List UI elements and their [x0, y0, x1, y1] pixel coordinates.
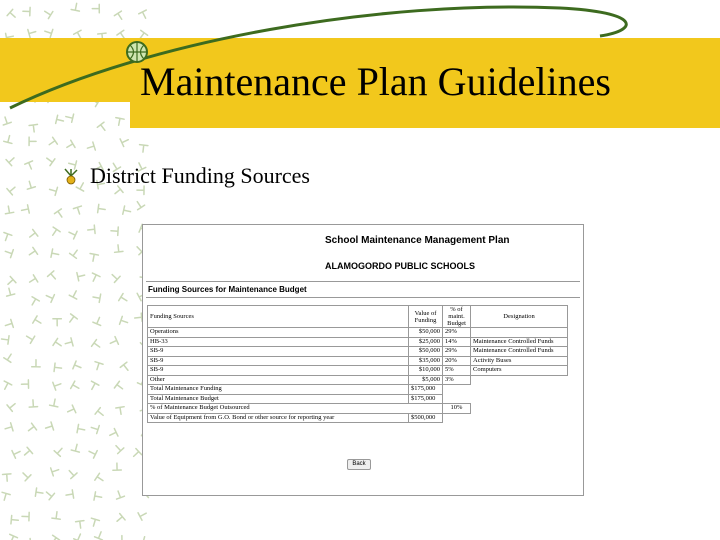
flower-bullet-icon — [62, 167, 80, 185]
outsourced-value: 10% — [443, 404, 471, 414]
cell-source: HB-33 — [148, 337, 409, 347]
cell-value: $10,000 — [409, 366, 443, 376]
cell-designation — [471, 375, 568, 385]
cell-designation — [471, 328, 568, 338]
cell-pct: 29% — [443, 347, 471, 357]
cell-source: SB-9 — [148, 366, 409, 376]
equipment-value: $500,000 — [409, 413, 443, 423]
total-funding-label: Total Maintenance Funding — [148, 385, 409, 395]
total-funding-row — [148, 385, 568, 395]
total-funding-value: $175,000 — [409, 385, 443, 395]
cell-value: $5,000 — [409, 375, 443, 385]
district-name: ALAMOGORDO PUBLIC SCHOOLS — [325, 261, 475, 271]
table-row — [148, 337, 568, 347]
table-row — [148, 356, 568, 366]
total-budget-row — [148, 394, 568, 404]
outsourced-label: % of Maintenance Budget Outsourced — [148, 404, 443, 414]
total-budget-label: Total Maintenance Budget — [148, 394, 409, 404]
table-row — [148, 328, 568, 338]
cell-source: Other — [148, 375, 409, 385]
table-row — [148, 347, 568, 357]
divider — [146, 297, 580, 298]
header-funding-sources: Funding Sources — [148, 306, 409, 328]
cell-pct: 5% — [443, 366, 471, 376]
slide-title: Maintenance Plan Guidelines — [140, 59, 611, 104]
equipment-row — [148, 413, 568, 423]
section-title: Funding Sources for Maintenance Budget — [148, 285, 307, 294]
outsourced-row — [148, 404, 568, 414]
table-row — [148, 366, 568, 376]
cell-value: $50,000 — [409, 347, 443, 357]
embedded-document — [142, 224, 584, 496]
table-row — [148, 375, 568, 385]
equipment-label: Value of Equipment from G.O. Bond or other source for reporting year — [148, 413, 409, 423]
funding-table — [147, 305, 568, 423]
table-header-row — [148, 306, 568, 328]
cell-designation: Maintenance Controlled Funds — [471, 347, 568, 357]
cell-value: $25,000 — [409, 337, 443, 347]
cell-designation: Maintenance Controlled Funds — [471, 337, 568, 347]
cell-source: SB-9 — [148, 356, 409, 366]
header-value-of-funding: Value of Funding — [409, 306, 443, 328]
document-heading: School Maintenance Management Plan — [325, 235, 510, 246]
cell-value: $35,000 — [409, 356, 443, 366]
cell-designation: Activity Buses — [471, 356, 568, 366]
total-budget-value: $175,000 — [409, 394, 443, 404]
header-pct-of-budget: % of maint. Budget — [443, 306, 471, 328]
cell-pct: 20% — [443, 356, 471, 366]
bullet-text: District Funding Sources — [90, 163, 310, 188]
cell-designation: Computers — [471, 366, 568, 376]
cell-pct: 29% — [443, 328, 471, 338]
bullet-item — [62, 162, 310, 190]
cell-source: Operations — [148, 328, 409, 338]
cell-source: SB-9 — [148, 347, 409, 357]
divider — [146, 281, 580, 282]
cell-value: $50,000 — [409, 328, 443, 338]
cell-pct: 14% — [443, 337, 471, 347]
header-designation: Designation — [471, 306, 568, 328]
cell-pct: 3% — [443, 375, 471, 385]
back-button[interactable]: Back — [347, 459, 371, 470]
